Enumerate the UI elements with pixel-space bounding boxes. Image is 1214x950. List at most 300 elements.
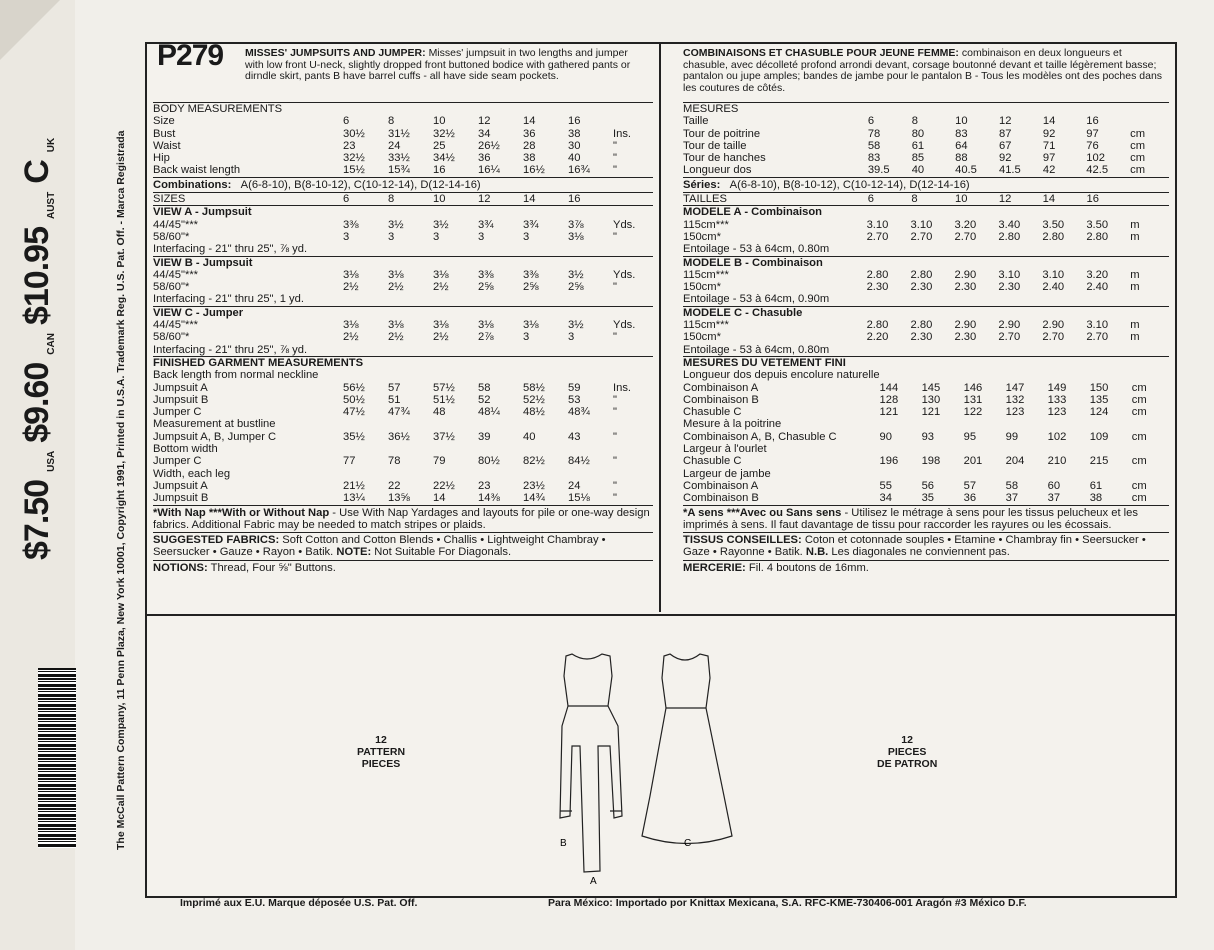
en-finished-cell: 48½ bbox=[523, 406, 545, 419]
en-finished-cell: 58½ bbox=[523, 381, 545, 394]
fr-body-cell: 16 bbox=[1086, 115, 1099, 128]
en-finished-cell: 84½ bbox=[568, 455, 590, 468]
en-finished-cell: 48¼ bbox=[478, 406, 500, 419]
en-finished-cell: 37½ bbox=[433, 430, 455, 443]
en-sizes-cell: 14 bbox=[523, 193, 536, 206]
fr-view-cell: m bbox=[1130, 281, 1140, 294]
fr-view-label: 150cm* bbox=[683, 230, 721, 243]
fr-finished-cell: 210 bbox=[1047, 455, 1067, 468]
french-body-table bbox=[683, 115, 1169, 176]
fr-view-table bbox=[683, 319, 1169, 344]
fr-view-cell: 3.10 bbox=[1042, 268, 1065, 281]
fr-finished-cell: 55 bbox=[879, 479, 892, 492]
fr-body-cell: 40.5 bbox=[955, 164, 977, 177]
fr-view-cell: m bbox=[1130, 268, 1140, 281]
en-finished-label: Jumper C bbox=[153, 455, 202, 468]
en-finished-cell: " bbox=[613, 492, 617, 505]
en-body-row bbox=[153, 115, 653, 127]
english-fabrics-label: SUGGESTED FABRICS: bbox=[153, 534, 280, 547]
pattern-pieces-en bbox=[357, 734, 405, 770]
en-view-cell: " bbox=[613, 331, 617, 344]
fr-view-cell: 2.30 bbox=[866, 281, 889, 294]
french-combos: A(6-8-10), B(8-10-12), C(10-12-14), D(12-14-16) bbox=[729, 178, 970, 191]
fr-view-cell: 2.70 bbox=[954, 230, 977, 243]
en-finished-cell bbox=[388, 468, 433, 480]
fr-finished-cell: cm bbox=[1131, 455, 1147, 468]
fr-finished-label: Longueur dos depuis encolure naturelle bbox=[683, 369, 880, 382]
en-finished-cell: 14⅜ bbox=[478, 492, 500, 505]
english-body-heading: BODY MEASUREMENTS bbox=[153, 103, 283, 115]
en-body-cell: 23 bbox=[343, 139, 356, 152]
english-finished-heading: FINISHED GARMENT MEASUREMENTS bbox=[153, 356, 364, 369]
en-finished-cell bbox=[478, 468, 523, 480]
en-finished-cell: 36½ bbox=[388, 430, 410, 443]
fr-view-cell: 2.70 bbox=[998, 331, 1021, 344]
english-fabrics bbox=[153, 532, 653, 560]
french-notions bbox=[683, 560, 1169, 575]
fr-finished-cell: 146 bbox=[963, 381, 983, 394]
en-body-cell: 36 bbox=[523, 127, 536, 140]
fr-view-block bbox=[683, 256, 1169, 306]
en-finished-cell: " bbox=[613, 455, 617, 468]
en-body-cell: " bbox=[613, 139, 617, 152]
en-finished-cell: 47½ bbox=[343, 406, 365, 419]
fr-finished-cell bbox=[1048, 418, 1090, 430]
fr-view-cell: 2.70 bbox=[910, 230, 933, 243]
english-combos: A(6-8-10), B(8-10-12), C(10-12-14), D(12-14-16) bbox=[240, 178, 481, 191]
fr-view-title: MODELE C - Chasuble bbox=[683, 306, 803, 319]
en-view-cell: Yds. bbox=[613, 319, 636, 332]
fr-finished-cell: 37 bbox=[1047, 492, 1061, 505]
en-view-cell: 3 bbox=[388, 230, 395, 243]
en-finished-cell bbox=[343, 468, 388, 480]
french-description bbox=[683, 48, 1167, 94]
fr-finished-cell: 102 bbox=[1047, 430, 1067, 443]
en-finished-cell: 35½ bbox=[343, 430, 365, 443]
en-body-row bbox=[153, 128, 653, 140]
english-finished bbox=[153, 356, 653, 505]
en-view-cell: 3⅛ bbox=[433, 268, 449, 281]
en-interfacing: Interfacing - 21" thru 25", 1 yd. bbox=[153, 293, 304, 306]
fr-view-cell: 2.70 bbox=[1086, 331, 1109, 344]
en-view-cell: 2⅝ bbox=[523, 281, 539, 294]
en-view-cell: 3⅛ bbox=[523, 319, 539, 332]
english-sizes-table bbox=[153, 193, 653, 205]
price-usa: $7.50 bbox=[18, 479, 56, 560]
french-fabrics-text: Coton et cotonnade souples • Etamine • Chambray fin • Seersucker • Gaze • Rayonne • Batik. bbox=[683, 534, 1146, 559]
en-view-cell: 3⅛ bbox=[388, 268, 404, 281]
fr-body-cell: 92 bbox=[998, 152, 1012, 165]
en-interfacing: Interfacing - 21" thru 25", ⅞ yd. bbox=[153, 343, 308, 356]
fr-finished-cell bbox=[880, 369, 922, 381]
jumpsuit-sketch bbox=[560, 654, 622, 872]
french-fabrics bbox=[683, 532, 1169, 560]
en-finished-cell bbox=[523, 369, 568, 381]
en-body-cell: 16½ bbox=[523, 164, 545, 177]
fr-finished-cell: 204 bbox=[1005, 455, 1025, 468]
en-body-cell: 40 bbox=[568, 152, 581, 165]
en-finished-cell: 51 bbox=[388, 393, 401, 406]
french-title: COMBINAISONS ET CHASUBLE POUR JEUNE FEMME: bbox=[683, 47, 959, 59]
french-views bbox=[683, 205, 1169, 356]
corner-fold bbox=[0, 0, 60, 60]
english-notions bbox=[153, 560, 653, 575]
en-view-row bbox=[153, 331, 653, 343]
fr-body-row bbox=[683, 164, 1169, 176]
en-body-label: Hip bbox=[153, 152, 170, 165]
garment-sketches bbox=[542, 646, 772, 886]
fr-view-cell: 3.20 bbox=[954, 218, 977, 231]
en-view-cell: 2⅞ bbox=[478, 331, 494, 344]
english-desc-text: Misses' jumpsuit in two lengths and jumper with low front U-neck, slightly dropped front buttoned bodice with gathered pants or dirndle skirt, pants B have barrel cuffs - all have side seam pockets. bbox=[245, 47, 631, 82]
en-finished-cell bbox=[433, 468, 478, 480]
en-body-cell: 12 bbox=[478, 115, 491, 128]
fr-finished-cell: 131 bbox=[963, 393, 983, 406]
en-body-cell: 31½ bbox=[388, 127, 410, 140]
fr-finished-cell: 215 bbox=[1089, 455, 1109, 468]
en-body-cell: 28 bbox=[523, 139, 536, 152]
english-finished-table bbox=[153, 369, 653, 504]
fr-body-cell: 67 bbox=[998, 139, 1012, 152]
en-view-cell: 3¾ bbox=[523, 218, 539, 231]
fr-finished-cell: 109 bbox=[1089, 430, 1109, 443]
price-aust-tag: AUST bbox=[46, 191, 57, 220]
fr-finished-cell bbox=[964, 468, 1006, 480]
fr-view-cell: 3.50 bbox=[1086, 218, 1109, 231]
fr-body-cell: cm bbox=[1130, 164, 1146, 177]
fr-finished-cell: 99 bbox=[1005, 430, 1019, 443]
fr-finished-row bbox=[683, 480, 1169, 492]
fr-finished-cell: 196 bbox=[879, 455, 899, 468]
fr-finished-cell: 201 bbox=[963, 455, 983, 468]
footer-right: Para México: Importado por Knittax Mexicana, S.A. RFC-KME-730406-001 Aragón #3 México D.F. bbox=[548, 897, 1027, 909]
en-view-cell: 3⅛ bbox=[433, 319, 449, 332]
en-finished-label: Jumpsuit A bbox=[153, 479, 208, 492]
fr-finished-cell bbox=[1132, 418, 1169, 430]
en-view-table bbox=[153, 319, 653, 344]
fr-finished-row bbox=[683, 492, 1169, 504]
en-view-cell: 2½ bbox=[343, 331, 359, 344]
english-combos-label: Combinations: bbox=[153, 178, 232, 191]
en-finished-cell bbox=[388, 443, 433, 455]
en-finished-cell: 79 bbox=[433, 455, 446, 468]
fr-body-cell: 97 bbox=[1042, 152, 1056, 165]
fr-finished-row bbox=[683, 406, 1169, 418]
fr-body-cell: 78 bbox=[867, 127, 881, 140]
pieces-en-line2: PIECES bbox=[361, 758, 401, 770]
fr-view-row bbox=[683, 219, 1169, 231]
en-body-label: Size bbox=[153, 115, 175, 128]
english-nap-note bbox=[153, 505, 653, 533]
fr-finished-cell bbox=[880, 468, 922, 480]
fr-finished-cell: 57 bbox=[963, 479, 977, 492]
en-finished-cell: 82½ bbox=[523, 455, 545, 468]
fr-view-cell: 2.30 bbox=[954, 331, 977, 344]
fr-view-cell: m bbox=[1130, 218, 1140, 231]
en-finished-cell bbox=[613, 443, 653, 455]
fr-finished-cell bbox=[1006, 468, 1048, 480]
pieces-fr-line2: DE PATRON bbox=[877, 758, 938, 770]
fr-view-cell: 2.80 bbox=[910, 319, 933, 332]
en-finished-cell: 59 bbox=[568, 381, 581, 394]
fr-view-cell: 2.70 bbox=[1042, 331, 1065, 344]
en-sizes-cell bbox=[613, 193, 653, 205]
french-desc-text: combinaison en deux longueurs et chasuble, avec décolleté profond arrondi devant, corsage boutonné devant et taille légèrement basse; pantalon ou jupe amples; bandes de jambe pour le pantalon B - Tous les modèles ont des poches dans les coutures de côtés. bbox=[683, 47, 1163, 94]
fr-view-block bbox=[683, 306, 1169, 356]
english-sizes bbox=[153, 192, 653, 205]
french-nap-bold: *A sens ***Avec ou Sans sens bbox=[683, 506, 842, 519]
french-body-measurements bbox=[683, 102, 1169, 177]
fr-finished-cell bbox=[1048, 468, 1090, 480]
fr-finished-cell bbox=[922, 468, 964, 480]
fr-view-cell: 3.40 bbox=[998, 218, 1021, 231]
fr-view-row bbox=[683, 319, 1169, 331]
french-fabrics-note: Les diagonales ne conviennent pas. bbox=[828, 546, 1010, 559]
en-view-cell: 3⅜ bbox=[343, 218, 359, 231]
en-view-table bbox=[153, 219, 653, 244]
pieces-en-count: 12 bbox=[375, 734, 387, 746]
en-view-cell: 2½ bbox=[433, 331, 449, 344]
fr-finished-cell bbox=[964, 443, 1006, 455]
price-usa-tag: USA bbox=[46, 450, 57, 472]
fr-view-cell: 2.90 bbox=[998, 319, 1021, 332]
en-view-cell: 3⅞ bbox=[568, 218, 584, 231]
en-view-cell: 3 bbox=[568, 331, 575, 344]
fr-body-cell: 83 bbox=[867, 152, 881, 165]
en-finished-cell bbox=[613, 369, 653, 381]
en-body-cell: 30½ bbox=[343, 127, 365, 140]
en-body-cell: 16¼ bbox=[478, 164, 500, 177]
fr-finished-cell: 60 bbox=[1047, 479, 1061, 492]
en-finished-cell bbox=[433, 418, 478, 430]
en-finished-cell bbox=[568, 468, 613, 480]
french-header bbox=[683, 44, 1169, 102]
en-finished-row bbox=[153, 369, 653, 381]
en-finished-cell: 43 bbox=[568, 430, 581, 443]
en-finished-cell: 78 bbox=[388, 455, 401, 468]
fr-finished-cell: cm bbox=[1131, 381, 1147, 394]
en-sizes-row bbox=[153, 193, 653, 205]
french-combos-label: Séries: bbox=[683, 178, 721, 191]
en-body-row bbox=[153, 140, 653, 152]
fr-finished-cell: 133 bbox=[1047, 393, 1067, 406]
en-body-label: Waist bbox=[153, 139, 181, 152]
fr-finished-cell: 149 bbox=[1047, 381, 1067, 394]
en-finished-cell: 40 bbox=[523, 430, 536, 443]
fr-body-cell: 92 bbox=[1042, 127, 1056, 140]
en-view-cell: 3½ bbox=[433, 218, 449, 231]
fr-finished-cell bbox=[922, 418, 964, 430]
en-finished-label: Jumper C bbox=[153, 406, 202, 419]
fr-finished-cell: 122 bbox=[963, 406, 983, 419]
en-finished-row bbox=[153, 406, 653, 418]
fr-finished-cell bbox=[964, 369, 1006, 381]
pieces-fr-line1: PIECES bbox=[887, 746, 927, 758]
fr-finished-cell: 90 bbox=[879, 430, 892, 443]
fr-finished-cell bbox=[1132, 369, 1169, 381]
fr-view-row bbox=[683, 231, 1169, 243]
en-view-cell: 3½ bbox=[388, 218, 404, 231]
en-view-cell: 3⅛ bbox=[343, 319, 359, 332]
fr-view-cell: 2.80 bbox=[998, 230, 1021, 243]
en-finished-cell: 24 bbox=[568, 479, 581, 492]
fr-body-cell: cm bbox=[1130, 139, 1146, 152]
french-notions-text: Fil. 4 boutons de 16mm. bbox=[745, 561, 869, 574]
en-finished-cell: 13⅝ bbox=[388, 492, 410, 505]
en-view-label: 44/45"*** bbox=[153, 268, 199, 281]
fr-finished-cell bbox=[1006, 369, 1048, 381]
en-view-cell: 2½ bbox=[388, 331, 404, 344]
en-view-cell: 3 bbox=[433, 230, 440, 243]
fr-finished-cell: cm bbox=[1131, 492, 1147, 505]
fr-body-row bbox=[683, 115, 1169, 127]
en-body-cell: 6 bbox=[343, 115, 350, 128]
en-finished-cell: 57½ bbox=[433, 381, 455, 394]
fr-body-cell: 88 bbox=[955, 152, 968, 165]
fr-body-cell: cm bbox=[1130, 127, 1146, 140]
price-aust: $10.95 bbox=[18, 227, 56, 326]
en-body-cell: 24 bbox=[388, 139, 401, 152]
fr-sizes-cell: 10 bbox=[955, 193, 968, 206]
side-credit: The McCall Pattern Company, 11 Penn Plaza, New York 10001, Copyright 1991, Printed in U.S.A. Trademark Reg. U.S. Pat. Off. - Marca Registrada bbox=[115, 130, 127, 850]
fr-view-title: MODELE B - Combinaison bbox=[683, 256, 823, 269]
en-finished-cell: 22½ bbox=[433, 479, 455, 492]
fr-body-cell: 87 bbox=[998, 127, 1012, 140]
en-view-cell: 3 bbox=[523, 331, 530, 344]
fr-finished-label: Largeur de jambe bbox=[683, 467, 771, 480]
french-notions-label: MERCERIE: bbox=[683, 561, 746, 574]
fr-finished-cell: 124 bbox=[1089, 406, 1109, 419]
en-body-cell: Ins. bbox=[613, 127, 632, 140]
en-view-label: 58/60"* bbox=[153, 281, 190, 294]
en-finished-cell: 77 bbox=[343, 455, 356, 468]
en-view-row bbox=[153, 219, 653, 231]
price-uk: C bbox=[18, 160, 56, 184]
french-combinations bbox=[683, 177, 1169, 192]
fr-finished-cell: 38 bbox=[1089, 492, 1103, 505]
en-finished-cell bbox=[388, 369, 433, 381]
fr-body-cell: 83 bbox=[955, 127, 968, 140]
barcode bbox=[38, 668, 76, 848]
en-body-label: Back waist length bbox=[153, 164, 241, 177]
en-body-cell: 34 bbox=[478, 127, 491, 140]
fr-finished-cell: 128 bbox=[879, 393, 899, 406]
fr-finished-cell bbox=[1006, 418, 1048, 430]
pieces-fr-count: 12 bbox=[901, 734, 913, 746]
english-notions-text: Thread, Four ⅝" Buttons. bbox=[207, 561, 336, 574]
fr-body-label: Taille bbox=[683, 115, 709, 128]
fr-view-row bbox=[683, 269, 1169, 281]
fr-interfacing: Entoilage - 53 à 64cm, 0.80m bbox=[683, 243, 830, 256]
fr-view-label: 150cm* bbox=[683, 331, 721, 344]
fr-body-cell: 76 bbox=[1086, 139, 1099, 152]
fr-view-cell: m bbox=[1130, 331, 1140, 344]
fr-finished-cell bbox=[1090, 369, 1132, 381]
en-body-cell: 34½ bbox=[433, 152, 455, 165]
en-finished-cell bbox=[433, 369, 478, 381]
english-column bbox=[153, 39, 653, 575]
fr-view-cell: 3.10 bbox=[910, 218, 933, 231]
fr-finished-cell: 56 bbox=[921, 479, 935, 492]
fr-sizes-cell bbox=[1130, 193, 1169, 205]
en-finished-cell: " bbox=[613, 479, 617, 492]
fr-view-cell: 2.80 bbox=[1086, 230, 1109, 243]
fr-sizes-cell: 8 bbox=[911, 193, 918, 206]
fr-sizes-row bbox=[683, 193, 1169, 205]
fr-finished-cell: 132 bbox=[1005, 393, 1025, 406]
fr-body-cell: 39.5 bbox=[867, 164, 890, 177]
en-finished-cell bbox=[478, 369, 523, 381]
fr-finished-cell: cm bbox=[1131, 430, 1147, 443]
fr-finished-cell bbox=[1048, 443, 1090, 455]
fr-view-cell: 2.80 bbox=[866, 319, 889, 332]
fr-view-cell: 2.30 bbox=[910, 281, 933, 294]
en-finished-label: Jumpsuit A bbox=[153, 381, 208, 394]
french-column bbox=[683, 44, 1169, 575]
en-body-cell: 32½ bbox=[343, 152, 365, 165]
en-view-title: VIEW B - Jumpsuit bbox=[153, 256, 253, 269]
english-notions-label: NOTIONS: bbox=[153, 561, 208, 574]
en-view-cell: Yds. bbox=[613, 218, 636, 231]
fr-finished-cell: 147 bbox=[1005, 381, 1025, 394]
fr-view-cell: 3.10 bbox=[866, 218, 889, 231]
en-finished-cell bbox=[568, 443, 613, 455]
en-view-cell: " bbox=[613, 230, 617, 243]
fr-finished-row bbox=[683, 394, 1169, 406]
fr-body-cell: 42.5 bbox=[1086, 164, 1109, 177]
en-view-cell: 3⅛ bbox=[343, 268, 359, 281]
en-finished-cell: 22 bbox=[388, 479, 401, 492]
en-finished-cell: 21½ bbox=[343, 479, 365, 492]
pieces-en-line1: PATTERN bbox=[357, 746, 406, 758]
en-view-row bbox=[153, 281, 653, 293]
en-body-cell: 38 bbox=[568, 127, 581, 140]
fr-body-cell: 64 bbox=[955, 139, 968, 152]
fr-finished-cell: 150 bbox=[1089, 381, 1109, 394]
en-view-row bbox=[153, 319, 653, 331]
en-finished-cell: 57 bbox=[388, 381, 401, 394]
fr-body-cell: 58 bbox=[867, 139, 881, 152]
en-body-cell: 10 bbox=[433, 115, 446, 128]
english-nap-text: - Use With Nap Yardages and layouts for pile or one-way design fabrics. Additional Fabric may be needed to match stripes or plaids. bbox=[153, 506, 650, 531]
en-finished-row bbox=[153, 382, 653, 394]
english-views bbox=[153, 205, 653, 356]
fr-view-cell: 2.80 bbox=[910, 268, 933, 281]
en-view-label: 44/45"*** bbox=[153, 218, 199, 231]
en-body-cell bbox=[613, 115, 653, 127]
en-finished-cell bbox=[343, 418, 388, 430]
fr-body-label: Tour de poitrine bbox=[683, 127, 761, 140]
fr-finished-cell bbox=[1090, 418, 1132, 430]
en-body-row bbox=[153, 152, 653, 164]
footer-left: Imprimé aux E.U. Marque déposée U.S. Pat. Off. bbox=[180, 897, 418, 909]
fr-sizes-label: TAILLES bbox=[683, 193, 727, 206]
side-credit-strip bbox=[95, 90, 135, 860]
en-finished-row bbox=[153, 443, 653, 455]
en-view-row bbox=[153, 269, 653, 281]
instruction-frame bbox=[145, 39, 1177, 898]
fr-body-label: Longueur dos bbox=[683, 164, 752, 177]
french-body-heading: MESURES bbox=[683, 103, 739, 115]
fr-finished-cell bbox=[880, 418, 922, 430]
price-strip bbox=[18, 138, 57, 560]
en-finished-cell: 14¾ bbox=[523, 492, 545, 505]
en-finished-cell bbox=[523, 468, 568, 480]
fr-body-row bbox=[683, 140, 1169, 152]
en-view-block bbox=[153, 256, 653, 306]
en-view-cell: 2½ bbox=[433, 281, 449, 294]
en-view-cell: Yds. bbox=[613, 268, 636, 281]
